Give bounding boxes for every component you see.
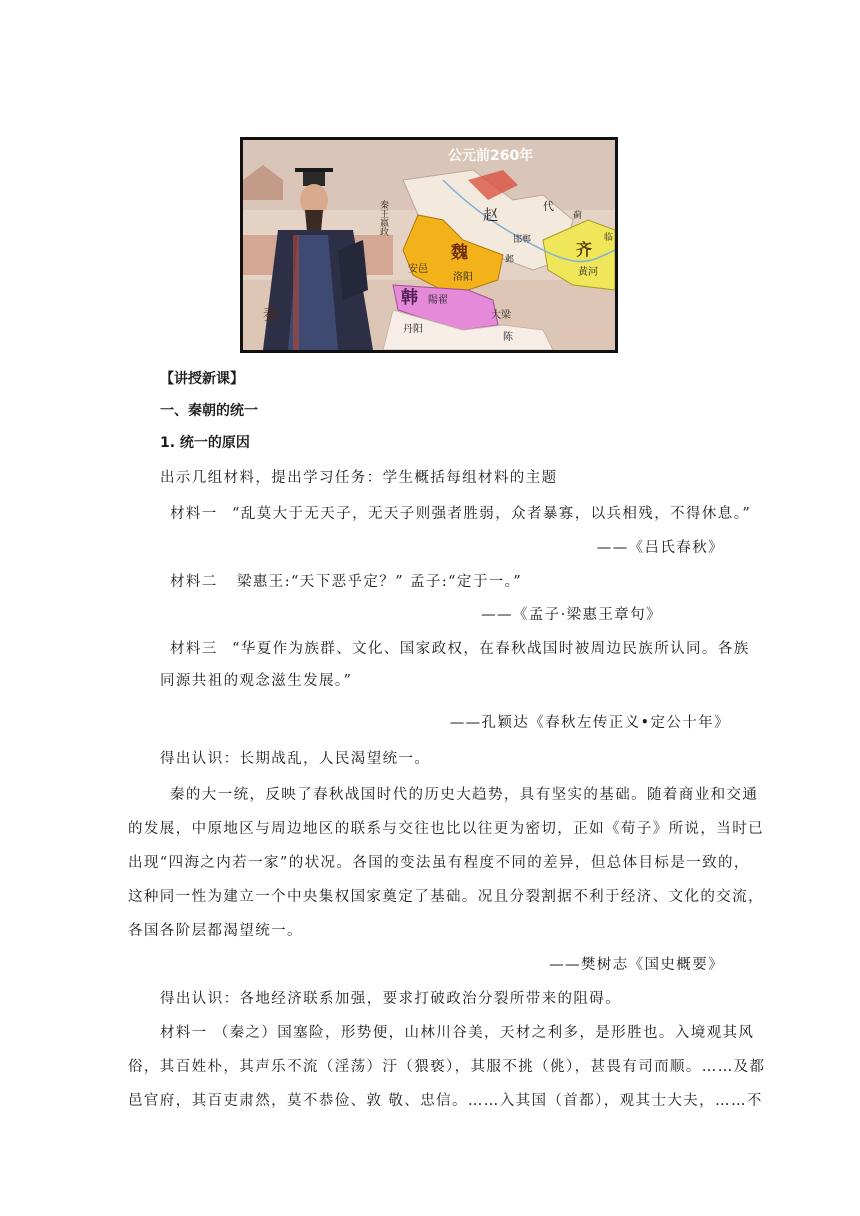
material-4-line: 俗，其百姓朴，其声乐不流（淫荡）汙（猥亵），其服不挑（佻），甚畏有司而顺。……及都 [128,1059,766,1075]
paragraph-line: 秦的大一统，反映了春秋战国时代的历史大趋势，具有坚实的基础。随着商业和交通 [170,787,759,803]
material-4-line: 材料一 （秦之）国塞险，形势便，山林川谷美，天材之利多，是形胜也。入境观其风 [160,1025,755,1041]
map-title: 公元前260年 [448,148,534,164]
map-label-qinwang: 秦王嬴政 [378,200,388,236]
material-1-source: ——《吕氏春秋》 [596,540,724,556]
map-label-handan: 邯郸 [513,235,532,245]
paragraph-line: 这种同一性为建立一个中央集权国家奠定了基础。况且分裂割据不利于经济、文化的交流， [128,889,764,905]
material-4-line: 邑官府，其百吏肃然，莫不恭俭、敦 敬、忠信。……入其国（首都），观其士大夫，……不 [128,1093,763,1109]
material-1-label: 材料一 [170,506,218,522]
map-label-daliang: 大梁 [491,310,511,321]
map-label-ji: 蓟 [573,211,583,221]
qin-unification-map-image [240,137,618,353]
material-3-source: ——孔颖达《春秋左传正义•定公十年》 [449,715,730,731]
material-2-label: 材料二 [170,574,218,590]
material-3-label: 材料三 [170,641,218,657]
paragraph-line: 各国各阶层都渴望统一。 [128,923,303,939]
map-label-luoyang: 洛阳 [453,272,473,283]
map-label-zhao: 赵 [483,206,499,224]
paragraph-line: 出现“四海之内若一家”的状况。各国的变法虽有程度不同的差异，但总体目标是一致的， [128,855,750,871]
material-3-line-2: 同源共祖的观念滋生发展。” [160,673,353,689]
map-illustration [243,140,615,350]
conclusion-1: 得出认识：长期战乱，人民渴望统一。 [160,751,431,767]
heading-1: 一、秦朝的统一 [160,403,258,419]
intro-text: 出示几组材料，提出学习任务：学生概括每组材料的主题 [160,470,558,486]
map-label-han: 韩 [401,288,418,308]
map-label-anyi: 安邑 [408,264,428,275]
material-1-text: “乱莫大于无天子，无天子则强者胜弱，众者暴寡，以兵相残，不得休息。” [232,506,752,522]
map-label-huanghe: 黄河 [578,267,598,278]
map-label-yangdi: 陽翟 [428,295,448,306]
map-label-danyang: 丹阳 [403,324,423,335]
paragraph-line: 的发展，中原地区与周边地区的联系与交往也比以往更为密切，正如《荀子》所说，当时已 [128,821,764,837]
section-heading: 【讲授新课】 [160,371,244,387]
map-label-qin: 秦 [263,305,280,324]
heading-1-1: 1. 统一的原因 [160,435,250,451]
material-3-line-1: “华夏作为族群、文化、国家政权，在春秋战国时被周边民族所认同。各族 [232,641,750,657]
material-2-text: 梁惠王:“天下恶乎定？” 孟子:“定于一。” [237,574,523,590]
map-label-ye: 邺 [505,255,515,265]
map-label-wei: 魏 [451,243,468,263]
map-label-linzi: 临 [603,233,613,243]
map-label-chen: 陈 [503,332,513,343]
map-label-dai: 代 [543,200,554,213]
material-2-source: ——《孟子·梁惠王章句》 [481,607,662,623]
conclusion-2: 得出认识：各地经济联系加强，要求打破政治分裂所带来的阻碍。 [160,991,622,1007]
map-label-qi: 齐 [576,240,593,259]
paragraph-source: ——樊树志《国史概要》 [549,957,724,973]
